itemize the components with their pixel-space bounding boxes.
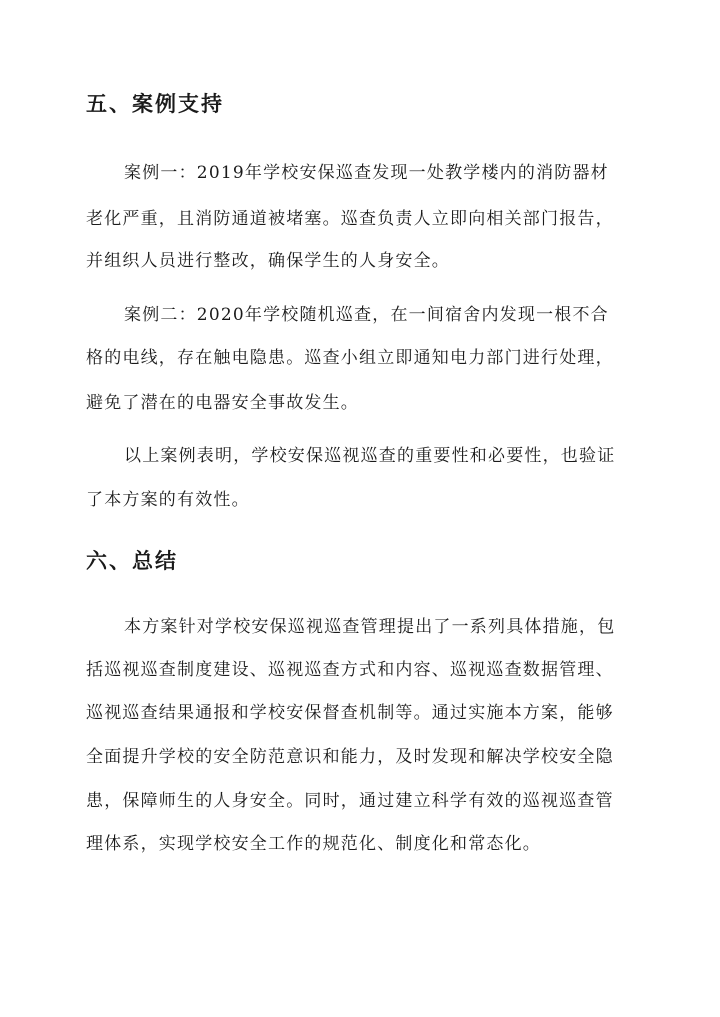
paragraph-line: 避免了潜在的电器安全事故发生。 <box>86 393 359 413</box>
paragraph-line: 患，保障师生的人身安全。同时，通过建立科学有效的巡视巡查管 <box>86 791 614 811</box>
paragraph-line: 以上案例表明，学校安保巡视巡查的重要性和必要性，也验证 <box>124 446 616 466</box>
paragraph-line: 并组织人员进行整改，确保学生的人身安全。 <box>86 251 450 271</box>
paragraph-line: 全面提升学校的安全防范意识和能力，及时发现和解决学校安全隐 <box>86 747 614 767</box>
paragraph-line: 巡视巡查结果通报和学校安保督查机制等。通过实施本方案，能够 <box>86 703 614 723</box>
paragraph-line: 理体系，实现学校安全工作的规范化、制度化和常态化。 <box>86 834 541 854</box>
paragraph-line: 案例二：2020年学校随机巡查，在一间宿舍内发现一根不合 <box>124 305 609 325</box>
paragraph-line: 了本方案的有效性。 <box>86 490 250 510</box>
paragraph-line: 老化严重，且消防通道被堵塞。巡查负责人立即向相关部门报告， <box>86 209 614 229</box>
paragraph-line: 括巡视巡查制度建设、巡视巡查方式和内容、巡视巡查数据管理、 <box>86 660 614 680</box>
paragraph-line: 本方案针对学校安保巡视巡查管理提出了一系列具体措施，包 <box>124 617 616 637</box>
paragraph-line: 格的电线，存在触电隐患。巡查小组立即通知电力部门进行处理， <box>86 348 614 368</box>
paragraph-line: 案例一：2019年学校安保巡查发现一处教学楼内的消防器材 <box>124 163 609 183</box>
section-heading-case-support: 五、案例支持 <box>86 92 224 116</box>
section-heading-summary: 六、总结 <box>86 549 178 573</box>
